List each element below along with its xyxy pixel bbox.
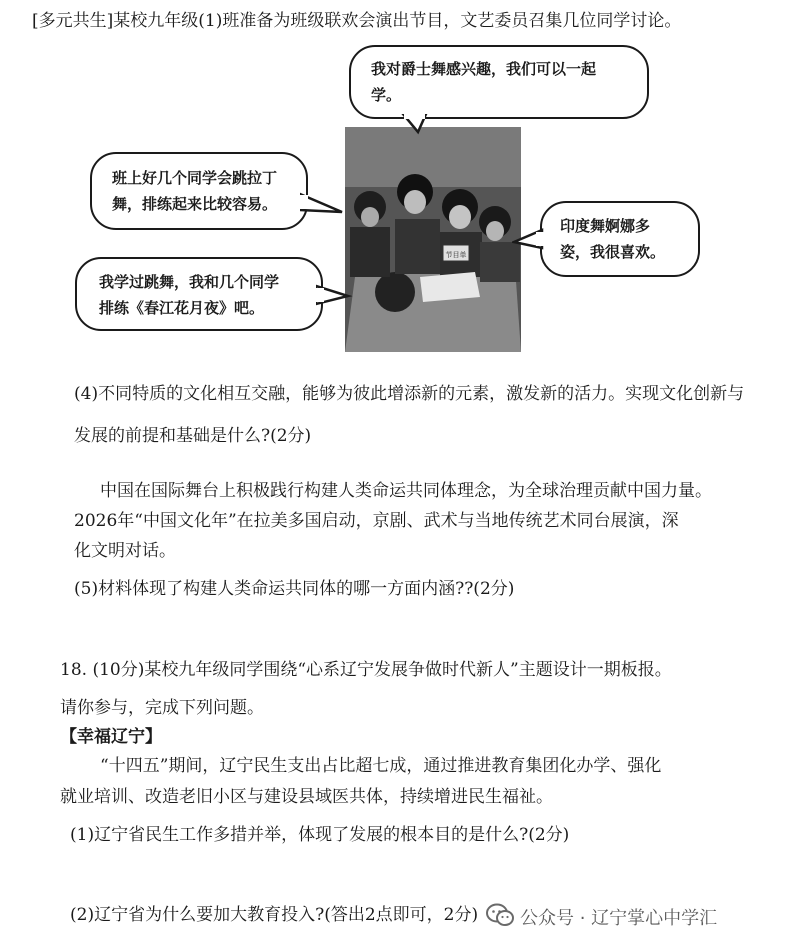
- bubble-left-top-line2: 舞，排练起来比较容易。: [112, 195, 278, 213]
- wechat-icon: [486, 902, 514, 928]
- question-18-line2: 请你参与，完成下列问题。: [60, 698, 264, 718]
- bubble-top-line1: 我对爵士舞感兴趣，我们可以一起: [371, 60, 597, 78]
- speech-bubble-top: [349, 45, 649, 119]
- bubble-right-line2: 姿，我很喜欢。: [560, 243, 666, 261]
- watermark-text: 公众号 · 辽宁掌心中学汇: [520, 908, 718, 929]
- bubble-left-bottom-line2: 排练《春江花月夜》吧。: [99, 299, 265, 317]
- speech-bubble-left-top: [90, 152, 308, 230]
- question-5: (5)材料体现了构建人类命运共同体的哪一方面内涵??(2分): [74, 579, 515, 599]
- bubble-left-bottom-line1: 我学过跳舞，我和几个同学: [99, 273, 280, 291]
- program-sign-text: 节目单: [445, 251, 467, 259]
- bubble-right-line1: 印度舞婀娜多: [560, 217, 651, 235]
- section-heading: 【幸福辽宁】: [60, 727, 162, 747]
- speech-bubble-right: [540, 201, 700, 277]
- bubble-right-tail: [512, 228, 544, 258]
- sub-question-1: (1)辽宁省民生工作多措并举，体现了发展的根本目的是什么?(2分): [70, 825, 570, 845]
- bubble-top-line2: 学。: [371, 86, 402, 104]
- section-text-line2: 就业培训、改造老旧小区与建设县域医共体，持续增进民生福祉。: [60, 787, 553, 807]
- material-line1: 中国在国际舞台上积极践行构建人类命运共同体理念，为全球治理贡献中国力量。: [100, 481, 712, 501]
- bubble-top-tail: [400, 114, 440, 136]
- students-photo: [345, 127, 521, 352]
- bubble-left-top-tail: [300, 190, 350, 220]
- question-18-line1: 18. (10分)某校九年级同学围绕“心系辽宁发展争做时代新人”主题设计一期板报。: [60, 660, 672, 680]
- bubble-left-bottom-tail: [316, 282, 356, 312]
- question-4-line1: (4)不同特质的文化相互交融，能够为彼此增添新的元素，激发新的活力。实现文化创新与: [74, 384, 745, 404]
- intro-text: [多元共生]某校九年级(1)班准备为班级联欢会演出节目，文艺委员召集几位同学讨论。: [32, 11, 682, 31]
- sub-question-2: (2)辽宁省为什么要加大教育投入?(答出2点即可，2分): [70, 905, 479, 925]
- question-4-line2: 发展的前提和基础是什么?(2分): [74, 426, 312, 446]
- section-text-line1: “十四五”期间，辽宁民生支出占比超七成，通过推进教育集团化办学、强化: [100, 756, 662, 776]
- wechat-watermark: [486, 900, 776, 932]
- material-line2: 2026年“中国文化年”在拉美多国启动，京剧、武术与当地传统艺术同台展演，深: [74, 511, 679, 531]
- material-line3: 化文明对话。: [74, 541, 176, 561]
- students-illustration: [345, 127, 521, 352]
- bubble-left-top-line1: 班上好几个同学会跳拉丁: [112, 169, 278, 187]
- speech-bubble-left-bottom: [75, 257, 323, 331]
